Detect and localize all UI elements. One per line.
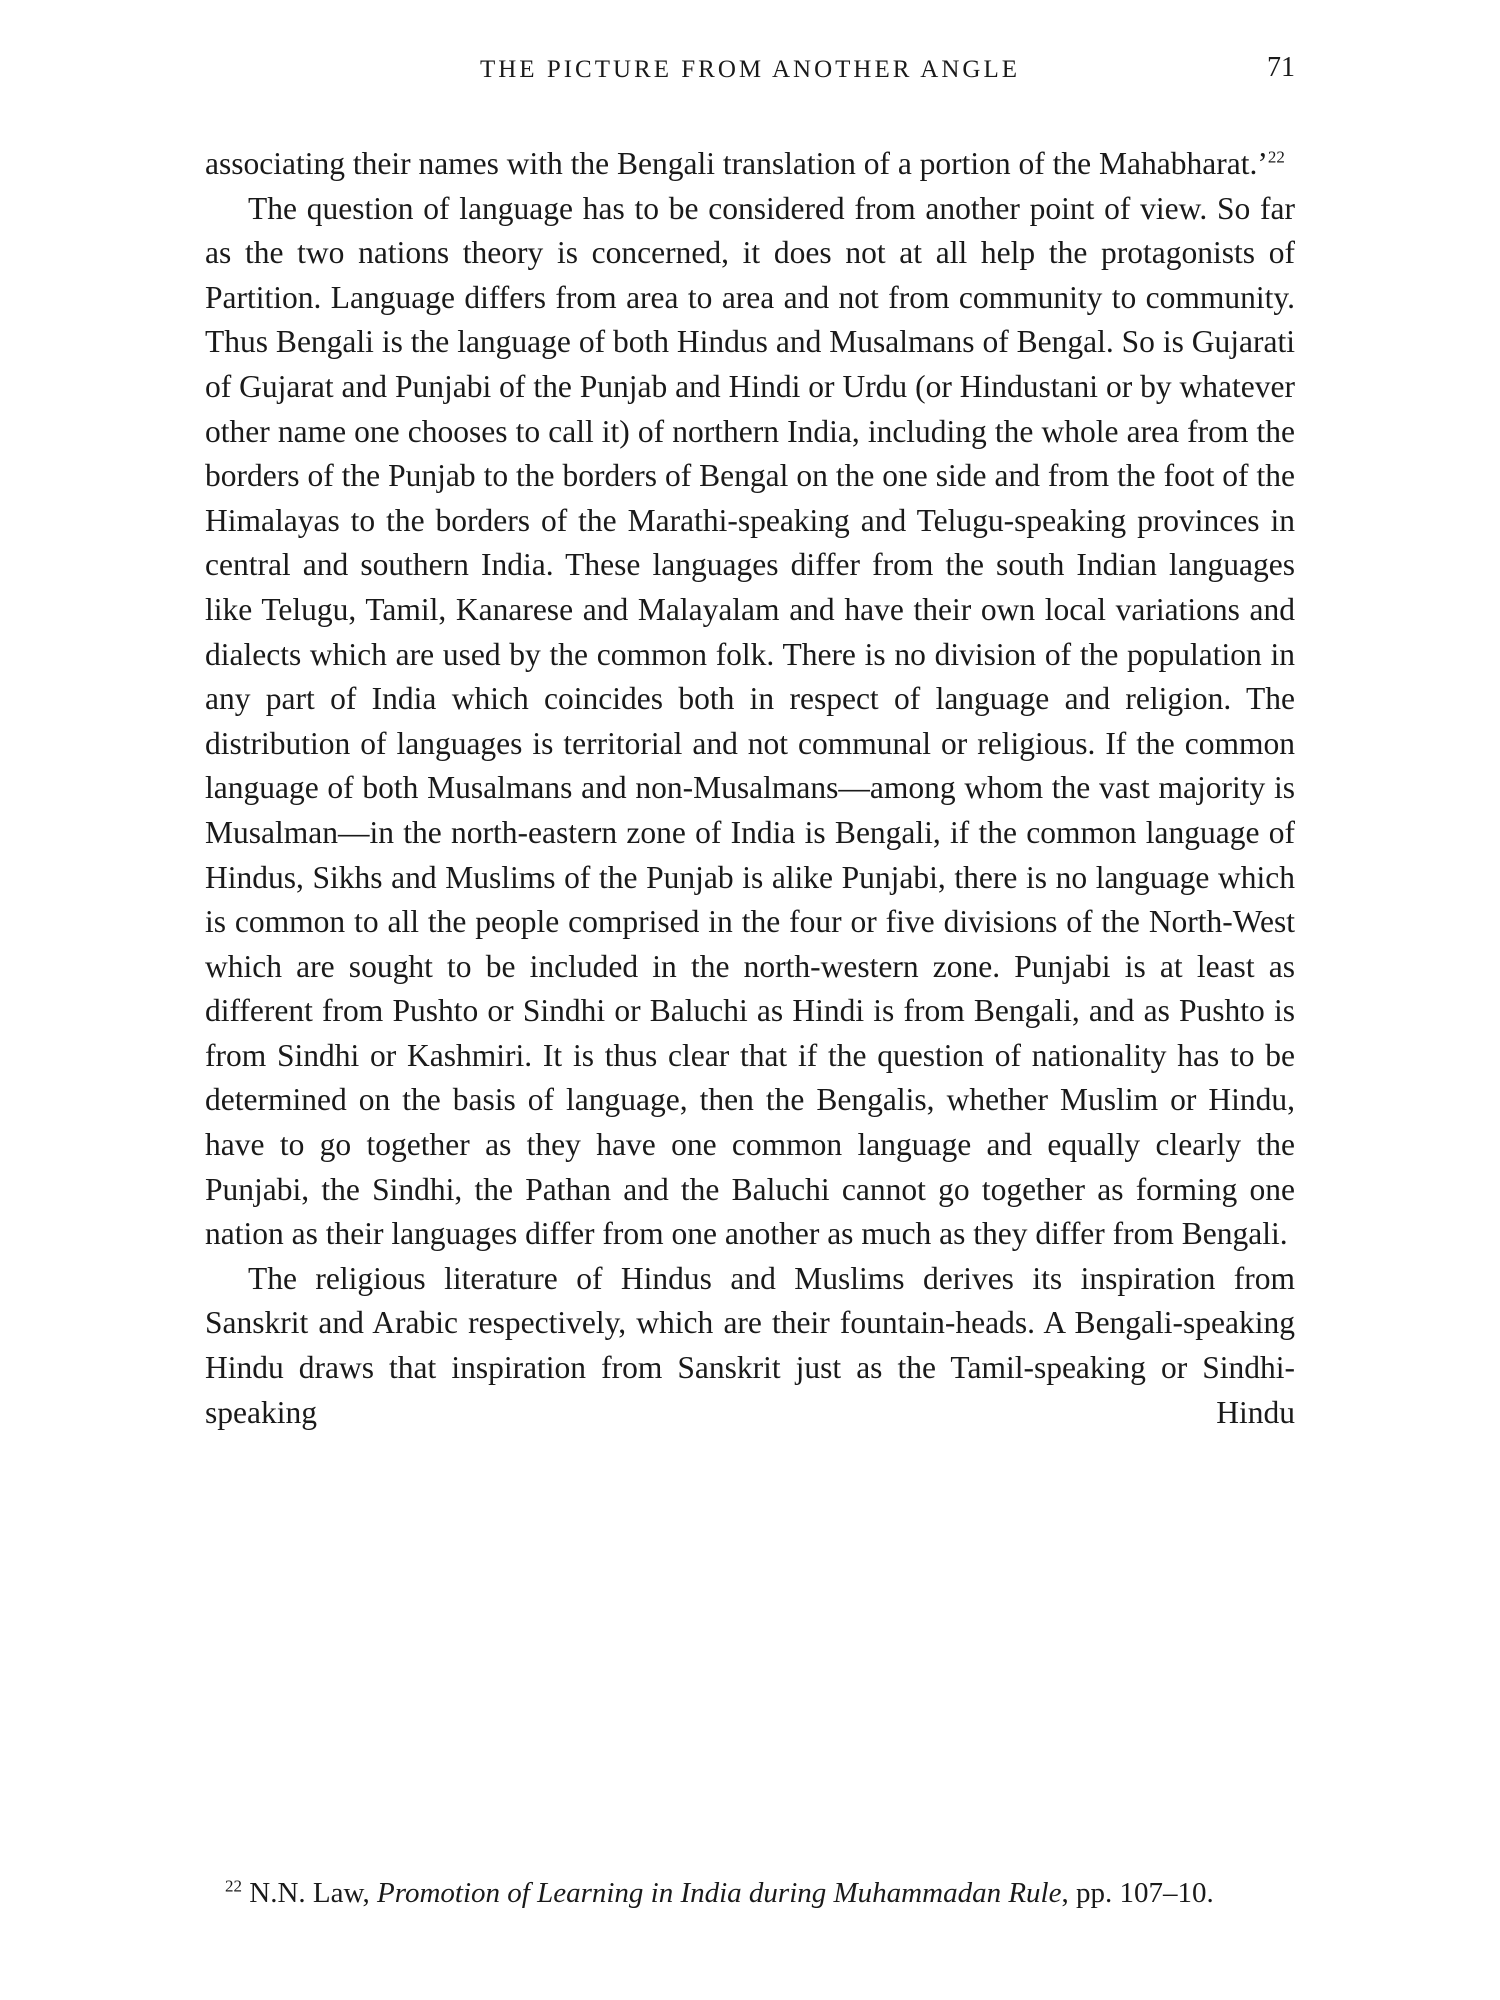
footnote-reference: 22 <box>1267 147 1285 167</box>
body-text <box>205 142 1295 1435</box>
footnote-author: N.N. Law, <box>249 1877 370 1909</box>
paragraph-continuation <box>205 142 1295 187</box>
paragraph-religious-literature: The religious literature of Hindus and Muslims derives its inspiration from Sanskrit and Arabic respectively, which are their fountain-heads. A Bengali-speaking Hindu draws that inspiration from Sanskrit just as the Tamil-speaking or Sindhi-speaking Hindu <box>205 1260 1295 1430</box>
footnote-title: Promotion of Learning in India during Muhammadan Rule <box>377 1877 1062 1909</box>
page-number: 71 <box>1267 52 1295 83</box>
running-head: THE PICTURE FROM ANOTHER ANGLE <box>479 56 1020 83</box>
footnote-pages: , pp. 107–10. <box>1061 1877 1214 1909</box>
paragraph-language: The question of language has to be considered from another point of view. So far as the two nations theory is concerned, it does not at all help the protagonists of Partition. Language differs from area to area and not from community to community. Thus Bengali is the language of both Hindus and Musalmans of Bengal. So is Gujarati of Gujarat and Punjabi of the Punjab and Hindi or Urdu (or Hindustani or by whatever other name one chooses to call it) of northern India, including the whole area from the borders of the Punjab to the borders of Bengal on the one side and from the foot of the Himalayas to the borders of the Marathi-speaking and Telugu-speaking provinces in central and southern India. These languages differ from the south Indian languages like Telugu, Tamil, Kanarese and Malayalam and have their own local variations and dialects which are used by the common folk. There is no division of the population in any part of India which coincides both in respect of language and religion. The distribution of languages is territorial and not communal or religious. If the common language of both Musalmans and non-Musalmans—among whom the vast majority is Musalman—in the north-eastern zone of India is Bengali, if the common language of Hindus, Sikhs and Muslims of the Punjab is alike Punjabi, there is no language which is common to all the people comprised in the four or five divisions of the North-West which are sought to be included in the north-western zone. Punjabi is at least as different from Pushto or Sindhi or Baluchi as Hindi is from Bengali, and as Pushto is from Sindhi or Kashmiri. It is thus clear that if the question of nationality has to be determined on the basis of language, then the Bengalis, whether Muslim or Hindu, have to go together as they have one common language and equally clearly the Punjabi, the Sindhi, the Pathan and the Baluchi cannot go together as forming one nation as their languages differ from one another as much as they differ from Bengali. <box>205 190 1295 1252</box>
footnote-marker: 22 <box>225 1876 242 1896</box>
paragraph-text: associating their names with the Bengali translation of a portion of the Mahabharat.’ <box>205 146 1268 181</box>
footnote <box>225 1872 1295 1914</box>
page-header <box>205 52 1295 92</box>
